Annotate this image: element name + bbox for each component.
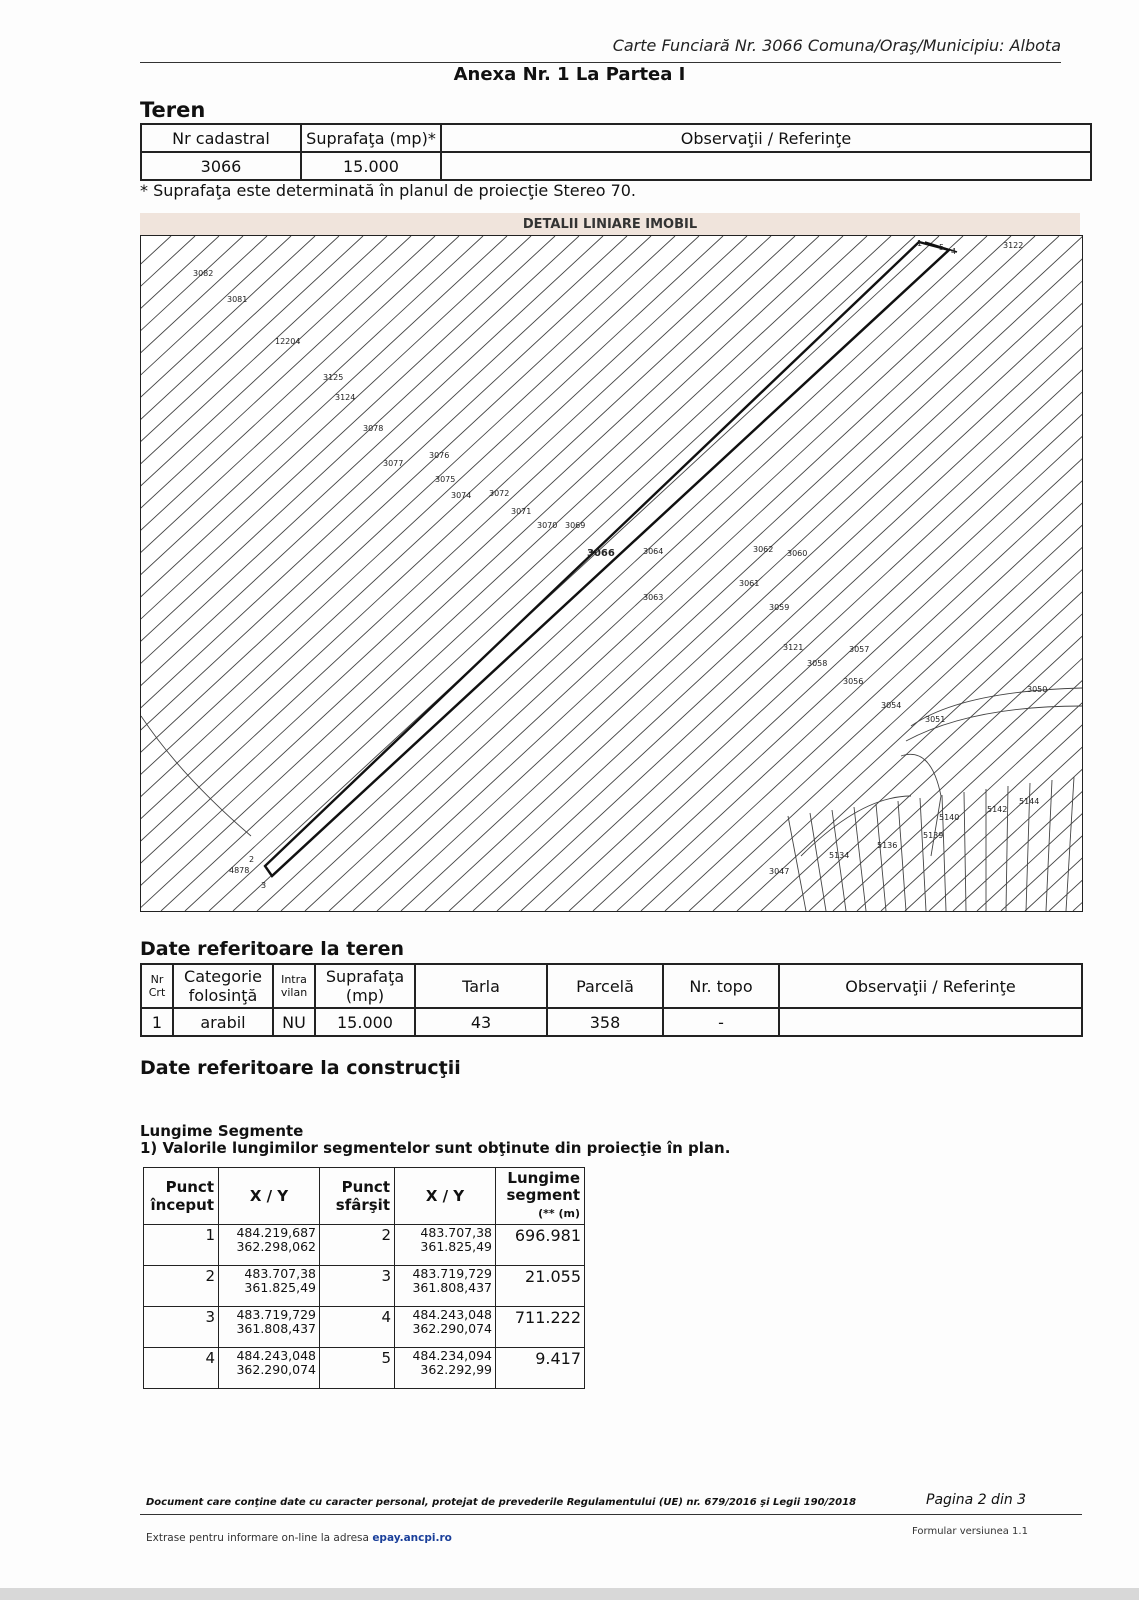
col-tarla: Tarla (415, 964, 547, 1008)
cell-observatii (441, 152, 1091, 180)
stereo-note: * Suprafaţa este determinată în planul de proiecţie Stereo 70. (140, 181, 637, 200)
cell-tarla: 43 (415, 1008, 547, 1036)
cell-categorie: arabil (173, 1008, 273, 1036)
segment-row (144, 1307, 585, 1348)
col-punct-inceput: Punct început (144, 1168, 219, 1225)
col-categorie: Categorie folosinţă (173, 964, 273, 1008)
cell-xy-start (219, 1307, 320, 1348)
xy-end-x: 483.719,729 (412, 1266, 492, 1281)
col-lungime-label: Lungime segment (506, 1169, 580, 1204)
anexa-title: Anexa Nr. 1 La Partea I (453, 64, 686, 85)
col-observatii: Observaţii / Referinţe (779, 964, 1082, 1008)
cell-xy-start (219, 1266, 320, 1307)
parcel-3066-outline (265, 242, 949, 876)
lungime-subtitle: 1) Valorile lungimilor segmentelor sunt obţinute din proiecţie în plan. (140, 1139, 731, 1157)
xy-start-y: 361.808,437 (236, 1321, 316, 1336)
parcel-label: 5139 (923, 831, 944, 840)
parcel-label: 5144 (1019, 797, 1040, 806)
xy-end-x: 484.243,048 (412, 1307, 492, 1322)
cell-suprafata: 15.000 (301, 152, 441, 180)
footer-disclaimer: Document care conţine date cu caracter personal, protejat de prevederile Regulamentului (UE) nr. 679/2016 şi Legii 190/2018 (146, 1497, 857, 1508)
xy-start-x: 483.719,729 (236, 1307, 316, 1322)
lungime-title: Lungime Segmente (140, 1122, 304, 1140)
parcel-label: 5136 (877, 841, 898, 850)
teren-table (140, 123, 1092, 181)
parcel-label: 3081 (227, 295, 248, 304)
vertex-label: 3 (261, 881, 267, 890)
xy-end-y: 361.825,49 (420, 1239, 492, 1254)
parcel-label: 3059 (769, 603, 790, 612)
formular-version: Formular versiunea 1.1 (912, 1526, 1028, 1537)
parcel-label: 3047 (769, 867, 790, 876)
parcel-label: 3074 (451, 491, 472, 500)
cell-end: 3 (320, 1266, 395, 1307)
parcel-label: 3076 (429, 451, 450, 460)
segment-row (144, 1225, 585, 1266)
cell-nr-cadastral: 3066 (141, 152, 301, 180)
xy-start-x: 484.219,687 (236, 1225, 316, 1240)
xy-start-x: 483.707,38 (244, 1266, 316, 1281)
parcel-label: 3066 (587, 548, 615, 559)
xy-start-x: 484.243,048 (236, 1348, 316, 1363)
xy-start-y: 361.825,49 (244, 1280, 316, 1295)
footer-divider (140, 1514, 1082, 1515)
vertex-label: 4 (951, 247, 957, 256)
parcel-label: 3072 (489, 489, 510, 498)
footer-extrase (146, 1532, 452, 1544)
cell-parcela: 358 (547, 1008, 663, 1036)
col-nr-cadastral: Nr cadastral (141, 124, 301, 152)
parcel-label: 3069 (565, 521, 586, 530)
parcel-label: 5140 (939, 813, 960, 822)
date-constructii-title: Date referitoare la construcţii (140, 1057, 461, 1079)
segmente-table (143, 1167, 585, 1389)
parcel-label: 3064 (643, 547, 664, 556)
col-xy-1: X / Y (219, 1168, 320, 1225)
cell-end: 2 (320, 1225, 395, 1266)
parcel-label: 4878 (229, 866, 250, 875)
epay-link[interactable]: epay.ancpi.ro (372, 1532, 452, 1544)
segment-row (144, 1348, 585, 1389)
vertex-label: 2 (249, 855, 255, 864)
map-canvas (141, 236, 1082, 911)
parcel-label: 3070 (537, 521, 558, 530)
parcel-label: 3058 (807, 659, 828, 668)
parcel-label: 12204 (275, 337, 301, 346)
parcel-label: 3071 (511, 507, 532, 516)
cell-start: 3 (144, 1307, 219, 1348)
col-suprafata: Suprafaţa (mp) (315, 964, 415, 1008)
xy-start-y: 362.290,074 (236, 1362, 316, 1377)
cell-start: 4 (144, 1348, 219, 1389)
xy-end-y: 362.292,99 (420, 1362, 492, 1377)
segment-row (144, 1266, 585, 1307)
cell-xy-end (395, 1225, 496, 1266)
cell-xy-start (219, 1348, 320, 1389)
parcel-label: 3063 (643, 593, 664, 602)
vertex-label: 5 (939, 243, 945, 252)
cell-nr-topo: - (663, 1008, 779, 1036)
scan-edge (0, 1588, 1139, 1600)
cadastral-map (140, 235, 1083, 912)
cell-xy-end (395, 1348, 496, 1389)
vertex-label: 1 (917, 239, 923, 248)
parcel-label: 3075 (435, 475, 456, 484)
parcel-label: 3122 (1003, 241, 1024, 250)
parcel-label: 3062 (753, 545, 774, 554)
parcel-label: 5142 (987, 805, 1008, 814)
cell-suprafata: 15.000 (315, 1008, 415, 1036)
map-title: DETALII LINIARE IMOBIL (140, 213, 1080, 235)
parcel-label: 3124 (335, 393, 356, 402)
parcel-label: 3051 (925, 715, 946, 724)
parcel-label: 3060 (787, 549, 808, 558)
xy-end-y: 361.808,437 (412, 1280, 492, 1295)
xy-end-y: 362.290,074 (412, 1321, 492, 1336)
parcel-label: 3054 (881, 701, 902, 710)
col-lungime (496, 1168, 585, 1225)
col-parcela: Parcelă (547, 964, 663, 1008)
cell-length: 696.981 (496, 1225, 585, 1266)
cell-observatii (779, 1008, 1082, 1036)
parcel-label: 3078 (363, 424, 384, 433)
cell-nr-crt: 1 (141, 1008, 173, 1036)
extrase-text: Extrase pentru informare on-line la adresa (146, 1532, 369, 1544)
xy-end-x: 483.707,38 (420, 1225, 492, 1240)
cell-end: 5 (320, 1348, 395, 1389)
xy-end-x: 484.234,094 (412, 1348, 492, 1363)
parcel-label: 3077 (383, 459, 404, 468)
col-nr-topo: Nr. topo (663, 964, 779, 1008)
cell-start: 1 (144, 1225, 219, 1266)
xy-start-y: 362.298,062 (236, 1239, 316, 1254)
parcel-label: 3056 (843, 677, 864, 686)
parcel-label: 3121 (783, 643, 804, 652)
header-divider (140, 62, 1061, 63)
teren-title: Teren (140, 98, 206, 122)
cell-intra-vilan: NU (273, 1008, 315, 1036)
cell-start: 2 (144, 1266, 219, 1307)
parcel-label: 3125 (323, 373, 344, 382)
cell-length: 21.055 (496, 1266, 585, 1307)
col-nr-crt: Nr Crt (141, 964, 173, 1008)
col-lungime-unit: (** (m) (538, 1207, 580, 1220)
cell-length: 711.222 (496, 1307, 585, 1348)
parcel-label: 3061 (739, 579, 760, 588)
col-suprafata: Suprafaţa (mp)* (301, 124, 441, 152)
col-observatii: Observaţii / Referinţe (441, 124, 1091, 152)
date-teren-table (140, 963, 1083, 1037)
cell-xy-start (219, 1225, 320, 1266)
carte-funciara-header: Carte Funciară Nr. 3066 Comuna/Oraş/Municipiu: Albota (612, 36, 1061, 55)
cell-length: 9.417 (496, 1348, 585, 1389)
parcel-label: 3057 (849, 645, 870, 654)
col-punct-sfarsit: Punct sfârşit (320, 1168, 395, 1225)
parcel-label: 3050 (1027, 685, 1048, 694)
page-number: Pagina 2 din 3 (926, 1492, 1027, 1508)
cell-xy-end (395, 1307, 496, 1348)
cell-end: 4 (320, 1307, 395, 1348)
date-teren-title: Date referitoare la teren (140, 938, 404, 960)
col-intra-vilan: Intra vilan (273, 964, 315, 1008)
parcel-label: 5134 (829, 851, 850, 860)
col-xy-2: X / Y (395, 1168, 496, 1225)
cell-xy-end (395, 1266, 496, 1307)
parcel-label: 3082 (193, 269, 214, 278)
